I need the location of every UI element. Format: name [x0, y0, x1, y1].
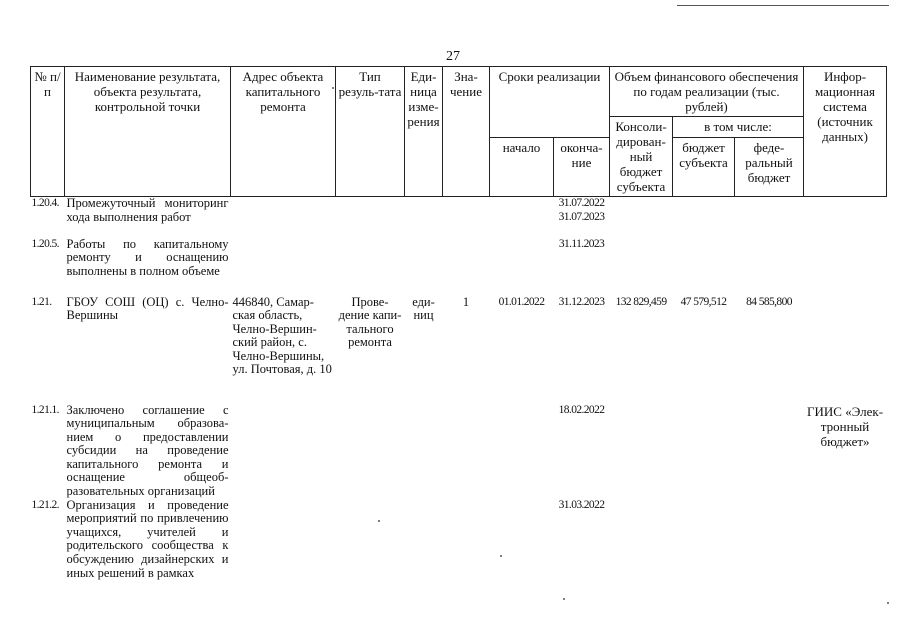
row-federal-budget: 84 585,800 [746, 295, 792, 308]
row-number: 1.21.2. [31, 498, 59, 511]
header-subject-budget: бюджет субъекта [673, 137, 735, 197]
scan-speck [887, 602, 889, 604]
header-volume: Объем финансового обеспечения по годам реализации (тыс. рублей) [610, 67, 804, 117]
top-rule [677, 5, 889, 6]
row-name: Организация и проведение мероприятий по привлечению учащихся, учителей и родительского сообщества к обсуждению дизайнерских и иных решений в рамках [66, 497, 229, 580]
row-name: ГБОУ СОШ (ОЦ) с. Челно-Вершины [66, 294, 229, 323]
scan-speck [332, 87, 334, 89]
header-name: Наименование результата, объекта результата, контрольной точки [65, 67, 231, 197]
table-row [31, 238, 887, 296]
scan-speck [378, 520, 380, 522]
header-address: Адрес объекта капитального ремонта [231, 67, 336, 197]
row-end-date: 31.07.2022 31.07.2023 [558, 197, 605, 223]
page-number: 27 [446, 49, 460, 64]
results-table [30, 66, 887, 595]
row-end-date: 18.02.2022 [558, 403, 605, 416]
row-start-date: 01.01.2022 [498, 295, 545, 308]
row-end-date: 31.03.2022 [558, 498, 605, 511]
table-row [31, 499, 887, 595]
row-end-date: 31.11.2023 [558, 237, 605, 250]
row-unit: еди-ниц [412, 294, 435, 323]
header-value: Зна-чение [443, 67, 490, 197]
row-subject-budget: 47 579,512 [680, 295, 727, 308]
table-row [31, 404, 887, 499]
header-in-that: в том числе: [673, 117, 804, 138]
header-end: оконча-ние [554, 137, 610, 197]
row-name: Заключено соглашение с муниципальным образова-нием о предоставлении субсидии на проведение капитального ремонта и оснащение общеоб-разовательных организаций [66, 402, 229, 499]
header-info-system: Инфор-мационная система (источник данных) [804, 67, 887, 197]
header-consolidated: Консоли-дирован-ный бюджет субъекта [610, 117, 673, 197]
row-name: Промежуточный мониторинг хода выполнения работ [66, 196, 229, 224]
scan-speck [563, 598, 565, 600]
row-info-system: ГИИС «Элек-тронный бюджет» [807, 403, 884, 449]
row-number: 1.20.4. [31, 197, 59, 209]
row-name: Работы по капитальному ремонту и оснащению выполнены в полном объеме [66, 236, 229, 278]
header-type: Тип резуль-тата [336, 67, 405, 197]
table-row [31, 197, 887, 238]
header-num: № п/п [31, 67, 65, 197]
table-row [31, 296, 887, 404]
header-start: начало [490, 137, 554, 197]
row-number: 1.20.5. [31, 237, 59, 250]
row-end-date: 31.12.2023 [558, 295, 605, 308]
row-type: Прове-дение капи-тального ремонта [338, 294, 402, 350]
header-unit: Еди-ница изме-рения [405, 67, 443, 197]
row-address: 446840, Самар-ская область, Челно-Вершин-ский район, с. Челно-Вершины, ул. Почтовая, д. 10 [232, 294, 332, 377]
scan-speck [500, 555, 502, 557]
row-number: 1.21.1. [31, 403, 59, 416]
row-number: 1.21. [31, 295, 52, 308]
row-value: 1 [462, 294, 470, 309]
header-federal-budget: феде-ральный бюджет [735, 137, 804, 197]
row-consolidated: 132 829,459 [615, 295, 667, 308]
header-terms: Сроки реализации [490, 67, 610, 138]
